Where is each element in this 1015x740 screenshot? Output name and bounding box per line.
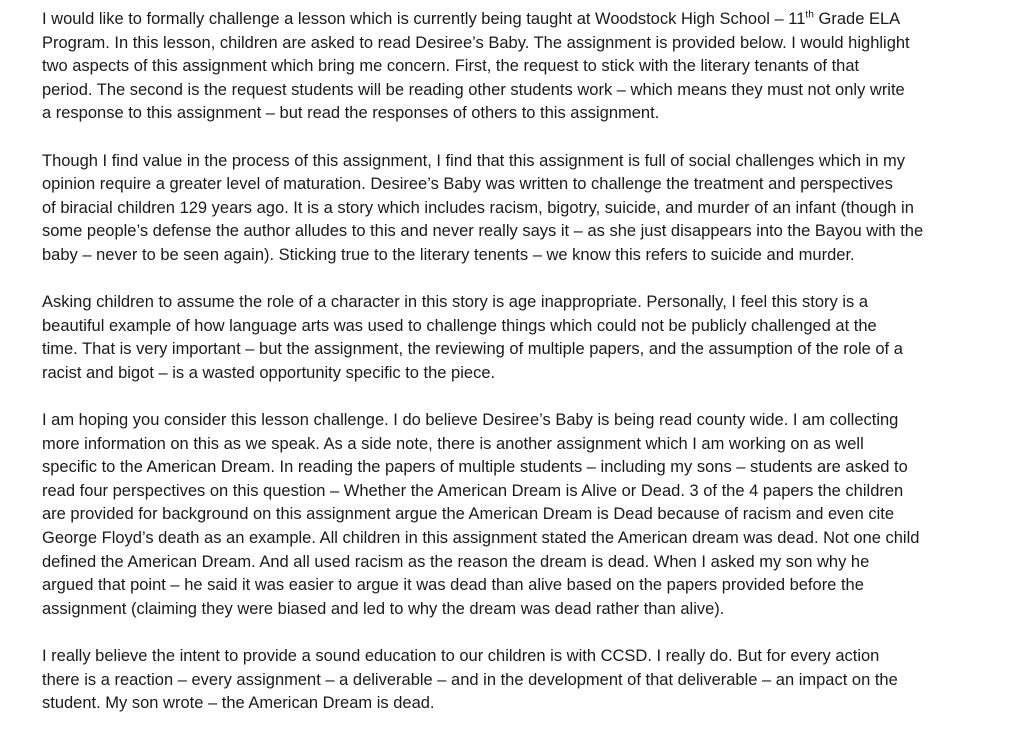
line-text: argued that point – he said it was easier to argue it was dead than alive based on the papers provided before the	[42, 576, 864, 595]
text-line	[42, 315, 1002, 339]
text-line	[42, 503, 1002, 527]
line-text: Program. In this lesson, children are asked to read Desiree’s Baby. The assignment is provided below. I would highlight	[42, 33, 910, 52]
line-text: time. That is very important – but the assignment, the reviewing of multiple papers, and the assumption of the role of a	[42, 340, 903, 359]
letter-document	[42, 8, 1002, 716]
text-line	[42, 173, 1002, 197]
text-line	[42, 8, 1002, 32]
paragraph-5	[42, 645, 1002, 716]
text-line	[42, 480, 1002, 504]
text-line	[42, 79, 1002, 103]
text-line	[42, 150, 1002, 174]
text-line	[42, 669, 1002, 693]
text-line	[42, 244, 1002, 268]
text-line	[42, 102, 1002, 126]
line-text: racist and bigot – is a wasted opportunity specific to the piece.	[42, 363, 496, 382]
text-line	[42, 409, 1002, 433]
line-text: assignment (claiming they were biased and led to why the dream was dead rather than alive).	[42, 599, 725, 618]
text-line	[42, 291, 1002, 315]
text-line	[42, 574, 1002, 598]
paragraph-3	[42, 291, 1002, 385]
text-line	[42, 32, 1002, 56]
letter-body	[42, 8, 1002, 716]
paragraph-1	[42, 8, 1002, 126]
line-text: baby – never to be seen again). Sticking true to the literary tenents – we know this refers to suicide and murder.	[42, 245, 855, 264]
paragraph-4	[42, 409, 1002, 621]
line-text: there is a reaction – every assignment – a deliverable – and in the development of that deliverable – an impact on the	[42, 670, 898, 689]
line-text: Asking children to assume the role of a character in this story is age inappropriate. Personally, I feel this story is a	[42, 293, 869, 312]
line-text: of biracial children 129 years ago. It is a story which includes racism, bigotry, suicide, and murder of an infant (though in	[42, 198, 914, 217]
text-line	[42, 197, 1002, 221]
line-text: student. My son wrote – the American Dream is dead.	[42, 694, 435, 713]
line-text: I would like to formally challenge a lesson which is currently being taught at Woodstock High School – 11	[42, 10, 806, 28]
text-line	[42, 527, 1002, 551]
line-text: period. The second is the request students will be reading other students work – which means they must not only write	[42, 80, 905, 99]
text-line	[42, 338, 1002, 362]
text-line	[42, 433, 1002, 457]
line-text: I am hoping you consider this lesson challenge. I do believe Desiree’s Baby is being read county wide. I am collecting	[42, 411, 899, 430]
text-line	[42, 598, 1002, 622]
line-text: read four perspectives on this question – Whether the American Dream is Alive or Dead. 3 of the 4 papers the children	[42, 481, 904, 500]
line-text: I really believe the intent to provide a sound education to our children is with CCSD. I really do. But for every action	[42, 647, 880, 666]
line-text: some people’s defense the author alludes to this and never really says it – as she just disappears into the Bayou with the	[42, 222, 924, 241]
ordinal-superscript: th	[805, 9, 814, 21]
text-line	[42, 362, 1002, 386]
text-line	[42, 55, 1002, 79]
line-text: more information on this as we speak. As a side note, there is another assignment which I am working on as well	[42, 434, 864, 453]
line-text: a response to this assignment – but read the responses of others to this assignment.	[42, 104, 660, 123]
line-text-continued: Grade ELA	[813, 10, 901, 28]
text-line	[42, 456, 1002, 480]
line-text: Though I find value in the process of this assignment, I find that this assignment is full of social challenges which in my	[42, 151, 906, 170]
line-text: opinion require a greater level of maturation. Desiree’s Baby was written to challenge the treatment and perspectives	[42, 175, 893, 194]
text-line	[42, 551, 1002, 575]
line-text: are provided for background on this assignment argue the American Dream is Dead because of racism and even cite	[42, 505, 895, 524]
text-line	[42, 645, 1002, 669]
text-line	[42, 692, 1002, 716]
line-text: two aspects of this assignment which bring me concern. First, the request to stick with the literary tenants of that	[42, 57, 860, 76]
line-text: specific to the American Dream. In reading the papers of multiple students – including my sons – students are asked to	[42, 458, 908, 477]
line-text: George Floyd’s death as an example. All children in this assignment stated the American dream was dead. Not one child	[42, 529, 920, 548]
text-line	[42, 220, 1002, 244]
paragraph-2	[42, 150, 1002, 268]
line-text: beautiful example of how language arts was used to challenge things which could not be publicly challenged at the	[42, 316, 877, 335]
line-text: defined the American Dream. And all used racism as the reason the dream is dead. When I asked my son why he	[42, 552, 870, 571]
